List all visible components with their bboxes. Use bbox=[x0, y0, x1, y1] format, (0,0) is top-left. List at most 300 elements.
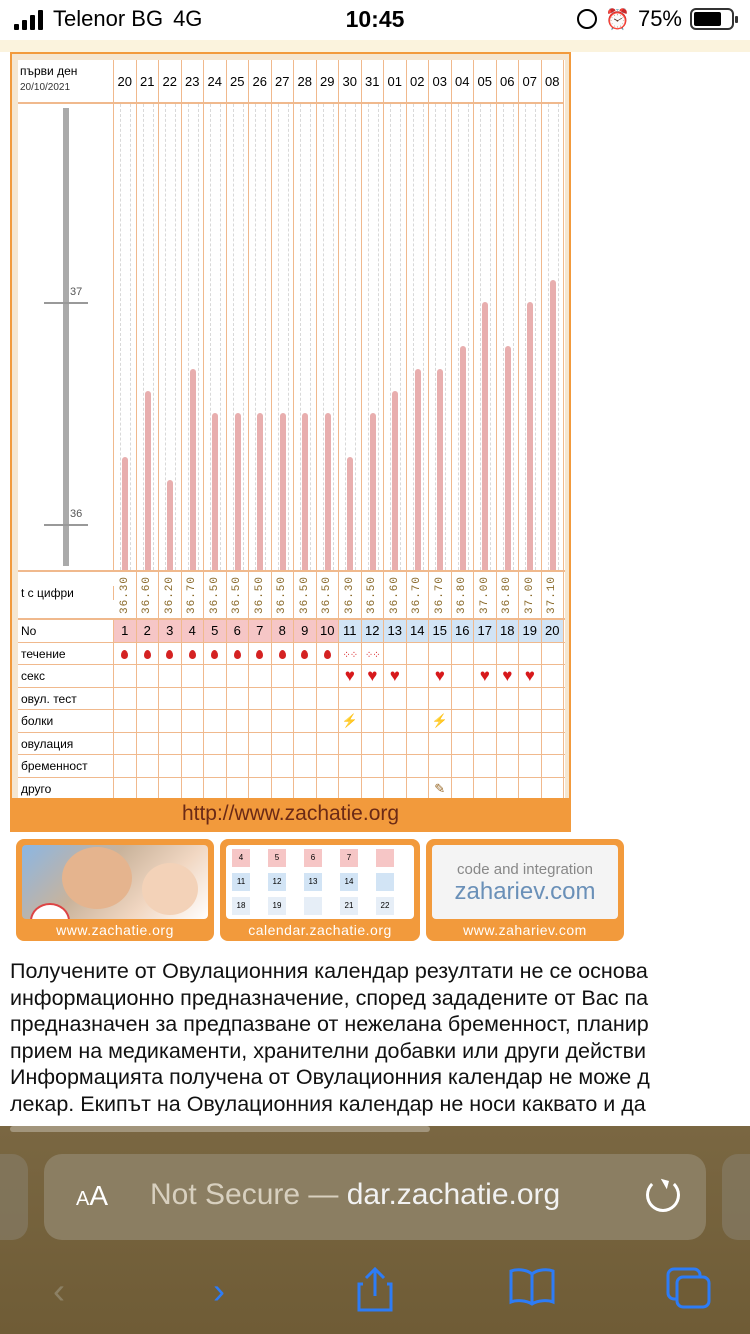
scale-tick-37 bbox=[44, 302, 88, 304]
banner-zahariev[interactable] bbox=[426, 839, 624, 941]
day-cell[interactable] bbox=[272, 733, 295, 755]
day-cell[interactable] bbox=[159, 710, 182, 732]
url-text[interactable] bbox=[150, 1178, 560, 1212]
day-cell[interactable] bbox=[227, 643, 250, 665]
day-cell[interactable] bbox=[339, 755, 362, 777]
grid-line bbox=[435, 104, 436, 570]
day-cell[interactable] bbox=[204, 778, 227, 800]
grid-line bbox=[423, 104, 424, 570]
grid-line bbox=[490, 104, 491, 570]
day-cell[interactable] bbox=[249, 710, 272, 732]
day-cell[interactable] bbox=[519, 778, 542, 800]
day-cell[interactable] bbox=[204, 688, 227, 710]
day-cell[interactable] bbox=[204, 710, 227, 732]
day-cell[interactable] bbox=[272, 643, 295, 665]
banner-calendar-label: calendar.zachatie.org bbox=[248, 922, 392, 938]
day-cell[interactable] bbox=[542, 665, 565, 687]
day-cell[interactable] bbox=[114, 778, 137, 800]
grid-line bbox=[198, 104, 199, 570]
day-cell[interactable]: 2 bbox=[137, 620, 160, 642]
day-cell[interactable] bbox=[474, 710, 497, 732]
heart-icon: ♥ bbox=[389, 666, 400, 685]
day-cell[interactable] bbox=[317, 688, 340, 710]
day-cell[interactable] bbox=[407, 688, 430, 710]
day-cell[interactable] bbox=[339, 710, 362, 732]
mini-calendar-cell: 22 bbox=[376, 897, 394, 915]
day-cell[interactable] bbox=[227, 710, 250, 732]
day-cell[interactable]: 3 bbox=[159, 620, 182, 642]
baby-photo bbox=[142, 863, 198, 915]
heart-icon: ♥ bbox=[344, 666, 355, 685]
bleeding-drop-icon bbox=[324, 650, 331, 659]
day-cell[interactable] bbox=[159, 778, 182, 800]
grid-line bbox=[480, 104, 481, 570]
day-cell[interactable] bbox=[137, 643, 160, 665]
day-cell[interactable] bbox=[137, 688, 160, 710]
day-cell[interactable] bbox=[317, 710, 340, 732]
day-cell[interactable] bbox=[137, 755, 160, 777]
grid-line bbox=[165, 104, 166, 570]
day-header: 31 bbox=[362, 60, 385, 104]
day-cell[interactable] bbox=[452, 688, 475, 710]
day-cell[interactable] bbox=[452, 755, 475, 777]
day-cell[interactable] bbox=[249, 643, 272, 665]
day-cell[interactable] bbox=[519, 755, 542, 777]
day-header: 28 bbox=[294, 60, 317, 104]
chart-column bbox=[384, 104, 407, 570]
zachatie-logo-icon bbox=[30, 903, 70, 919]
temperature-value bbox=[137, 572, 160, 618]
day-cell[interactable] bbox=[519, 665, 542, 687]
chart-column bbox=[429, 104, 452, 570]
mini-calendar-cell: 11 bbox=[232, 873, 250, 891]
day-cell[interactable] bbox=[497, 665, 520, 687]
day-cell[interactable] bbox=[339, 688, 362, 710]
day-cell[interactable] bbox=[182, 755, 205, 777]
symptom-row bbox=[18, 643, 565, 666]
grid-line bbox=[503, 104, 504, 570]
day-cell[interactable] bbox=[362, 643, 385, 665]
grid-line bbox=[265, 104, 266, 570]
mini-calendar-cell bbox=[376, 873, 394, 891]
thermometer-tube bbox=[63, 108, 69, 566]
day-cell[interactable] bbox=[429, 755, 452, 777]
disclaimer-line: Информацията получена от Овулационния календар не може д bbox=[10, 1065, 650, 1089]
day-cell[interactable] bbox=[519, 643, 542, 665]
orientation-lock-icon bbox=[577, 9, 597, 29]
grid-line bbox=[333, 104, 334, 570]
day-cell[interactable]: 6 bbox=[227, 620, 250, 642]
day-cell[interactable] bbox=[272, 688, 295, 710]
day-cell[interactable]: 17 bbox=[474, 620, 497, 642]
day-cell[interactable]: 1 bbox=[114, 620, 137, 642]
day-cell[interactable]: 8 bbox=[272, 620, 295, 642]
day-cell[interactable] bbox=[407, 733, 430, 755]
temperature-value bbox=[272, 572, 295, 618]
day-cell[interactable] bbox=[182, 665, 205, 687]
grid-line bbox=[400, 104, 401, 570]
heart-icon: ♥ bbox=[434, 666, 445, 685]
day-cell[interactable] bbox=[452, 665, 475, 687]
day-cell[interactable] bbox=[272, 755, 295, 777]
temperature-text: 36.60 bbox=[141, 575, 154, 615]
day-cell[interactable] bbox=[519, 688, 542, 710]
disclaimer-paragraph bbox=[10, 958, 750, 1117]
day-cell[interactable] bbox=[317, 643, 340, 665]
row-label: секс bbox=[18, 665, 114, 687]
heart-icon: ♥ bbox=[367, 666, 378, 685]
day-cell[interactable] bbox=[362, 688, 385, 710]
day-cell[interactable] bbox=[114, 755, 137, 777]
day-header: 26 bbox=[249, 60, 272, 104]
day-cell[interactable] bbox=[317, 665, 340, 687]
symptom-row bbox=[18, 665, 565, 688]
day-cell[interactable] bbox=[452, 733, 475, 755]
day-cell[interactable] bbox=[542, 688, 565, 710]
day-cell[interactable] bbox=[182, 778, 205, 800]
day-cell[interactable] bbox=[474, 688, 497, 710]
day-cell[interactable] bbox=[339, 733, 362, 755]
day-cell[interactable]: 13 bbox=[384, 620, 407, 642]
scale-tick-36 bbox=[44, 524, 88, 526]
day-cell[interactable]: 18 bbox=[497, 620, 520, 642]
day-cell[interactable] bbox=[317, 778, 340, 800]
grid-line bbox=[233, 104, 234, 570]
temperature-text: 37.00 bbox=[523, 575, 536, 615]
grid-line bbox=[143, 104, 144, 570]
day-cell[interactable] bbox=[474, 665, 497, 687]
mini-calendar-cell: 5 bbox=[268, 849, 286, 867]
day-cell[interactable] bbox=[519, 710, 542, 732]
forward-icon[interactable]: › bbox=[213, 1270, 225, 1311]
chart-column bbox=[474, 104, 497, 570]
network-type: 4G bbox=[173, 6, 203, 31]
temperature-text: 36.60 bbox=[388, 575, 401, 615]
day-header: 08 bbox=[542, 60, 565, 104]
day-cell[interactable]: 15 bbox=[429, 620, 452, 642]
day-cell[interactable] bbox=[204, 733, 227, 755]
day-cell[interactable] bbox=[317, 733, 340, 755]
temperature-text: 36.50 bbox=[366, 575, 379, 615]
pain-bolt-icon: ⚡ bbox=[341, 713, 358, 728]
temperature-value bbox=[519, 572, 542, 618]
day-cell[interactable] bbox=[407, 778, 430, 800]
day-cell[interactable] bbox=[317, 755, 340, 777]
day-cell[interactable]: 10 bbox=[317, 620, 340, 642]
day-cell[interactable] bbox=[429, 778, 452, 800]
day-cell[interactable] bbox=[114, 733, 137, 755]
bleeding-drop-icon bbox=[144, 650, 151, 659]
status-right bbox=[577, 6, 734, 32]
day-cell[interactable]: 7 bbox=[249, 620, 272, 642]
day-cell[interactable] bbox=[182, 733, 205, 755]
day-cell[interactable] bbox=[384, 710, 407, 732]
symptom-row bbox=[18, 733, 565, 756]
day-cell[interactable] bbox=[294, 665, 317, 687]
day-cell[interactable] bbox=[204, 643, 227, 665]
day-cell[interactable] bbox=[137, 733, 160, 755]
disclaimer-line: предназначен за предпазване от нежелана бременност, планир bbox=[10, 1012, 649, 1036]
clock: 10:45 bbox=[345, 6, 405, 32]
day-cell[interactable] bbox=[227, 733, 250, 755]
bleeding-drop-icon bbox=[234, 650, 241, 659]
day-header: 20 bbox=[114, 60, 137, 104]
day-cell[interactable] bbox=[407, 643, 430, 665]
day-cell[interactable] bbox=[362, 755, 385, 777]
day-cell[interactable]: 14 bbox=[407, 620, 430, 642]
status-bar bbox=[0, 0, 750, 40]
temperature-value bbox=[317, 572, 340, 618]
day-cell[interactable] bbox=[227, 755, 250, 777]
day-header: 07 bbox=[519, 60, 542, 104]
spotting-icon: ⁘⁘ bbox=[342, 649, 358, 661]
temperature-bar bbox=[190, 369, 196, 570]
day-cell[interactable]: 4 bbox=[182, 620, 205, 642]
disclaimer-line: Получените от Овулационния календар резултати не се основа bbox=[10, 959, 648, 983]
day-cell[interactable] bbox=[159, 643, 182, 665]
day-cell[interactable] bbox=[542, 710, 565, 732]
day-cell[interactable] bbox=[384, 778, 407, 800]
temperature-text: 36.30 bbox=[118, 575, 131, 615]
temperature-text: 36.50 bbox=[208, 575, 221, 615]
day-cell[interactable] bbox=[384, 665, 407, 687]
temperature-text: 36.50 bbox=[321, 575, 334, 615]
day-cell[interactable] bbox=[182, 688, 205, 710]
alarm-icon: ⏰ bbox=[605, 8, 630, 31]
day-cell[interactable] bbox=[249, 688, 272, 710]
day-cell[interactable]: 5 bbox=[204, 620, 227, 642]
day-cell[interactable] bbox=[474, 778, 497, 800]
grid-line bbox=[368, 104, 369, 570]
day-cell[interactable] bbox=[294, 778, 317, 800]
grid-line bbox=[445, 104, 446, 570]
grid-line bbox=[153, 104, 154, 570]
day-cell[interactable] bbox=[497, 778, 520, 800]
day-cell[interactable] bbox=[114, 643, 137, 665]
day-cell[interactable] bbox=[159, 733, 182, 755]
day-cell[interactable] bbox=[339, 778, 362, 800]
day-cell[interactable] bbox=[227, 665, 250, 687]
browser-toolbar bbox=[0, 1126, 750, 1334]
mini-calendar-cell: 18 bbox=[232, 897, 250, 915]
day-cell[interactable] bbox=[204, 755, 227, 777]
temperature-text: 36.50 bbox=[231, 575, 244, 615]
day-cell[interactable] bbox=[114, 710, 137, 732]
day-cell[interactable] bbox=[227, 778, 250, 800]
pain-bolt-icon: ⚡ bbox=[431, 713, 448, 728]
temperature-bar bbox=[392, 391, 398, 570]
grid-line bbox=[120, 104, 121, 570]
day-cell[interactable] bbox=[182, 710, 205, 732]
reload-icon[interactable] bbox=[646, 1178, 680, 1212]
reader-settings-button[interactable]: AA bbox=[76, 1180, 109, 1211]
grid-line bbox=[535, 104, 536, 570]
temperature-bar bbox=[482, 302, 488, 570]
day-cell[interactable] bbox=[137, 665, 160, 687]
temperature-text: 36.70 bbox=[411, 575, 424, 615]
grid-line bbox=[220, 104, 221, 570]
day-cell[interactable] bbox=[137, 710, 160, 732]
day-cell[interactable] bbox=[182, 643, 205, 665]
heart-icon: ♥ bbox=[479, 666, 490, 685]
day-cell[interactable] bbox=[159, 755, 182, 777]
grid-line bbox=[175, 104, 176, 570]
day-header: 21 bbox=[137, 60, 160, 104]
chart-column bbox=[452, 104, 475, 570]
day-cell[interactable] bbox=[429, 733, 452, 755]
banner-zachatie-image bbox=[22, 845, 208, 919]
day-cell[interactable] bbox=[497, 755, 520, 777]
day-cell[interactable]: 19 bbox=[519, 620, 542, 642]
day-cell[interactable] bbox=[474, 733, 497, 755]
day-cell[interactable] bbox=[497, 643, 520, 665]
grid-line bbox=[468, 104, 469, 570]
day-cell[interactable] bbox=[497, 710, 520, 732]
temperature-text: 36.50 bbox=[253, 575, 266, 615]
disclaimer-line: информационно предназначение, според зададените от Вас па bbox=[10, 985, 649, 1010]
day-cell[interactable] bbox=[294, 688, 317, 710]
heart-icon: ♥ bbox=[502, 666, 513, 685]
temperature-text: 36.70 bbox=[433, 575, 446, 615]
day-cell[interactable]: 9 bbox=[294, 620, 317, 642]
zachatie-link[interactable]: http://www.zachatie.org bbox=[12, 798, 569, 830]
day-cell[interactable] bbox=[272, 710, 295, 732]
banner-calendar[interactable] bbox=[220, 839, 420, 941]
day-cell[interactable] bbox=[159, 688, 182, 710]
symptom-row bbox=[18, 778, 565, 801]
day-cell[interactable] bbox=[384, 733, 407, 755]
day-cell[interactable] bbox=[159, 665, 182, 687]
grid-line bbox=[513, 104, 514, 570]
row-label: течение bbox=[18, 643, 114, 665]
chart-column bbox=[272, 104, 295, 570]
day-cell[interactable] bbox=[204, 665, 227, 687]
day-cell[interactable] bbox=[429, 643, 452, 665]
temperature-text: 37.00 bbox=[478, 575, 491, 615]
bookmarks-icon[interactable] bbox=[507, 1266, 557, 1316]
day-cell[interactable] bbox=[137, 778, 160, 800]
day-cell[interactable] bbox=[407, 710, 430, 732]
day-cell[interactable] bbox=[294, 643, 317, 665]
day-cell[interactable] bbox=[249, 755, 272, 777]
day-cell[interactable]: 20 bbox=[542, 620, 565, 642]
day-header: 05 bbox=[474, 60, 497, 104]
temperature-value bbox=[227, 572, 250, 618]
grid-line bbox=[548, 104, 549, 570]
grid-line bbox=[255, 104, 256, 570]
day-cell[interactable] bbox=[542, 778, 565, 800]
day-cell[interactable] bbox=[294, 733, 317, 755]
temperature-bar bbox=[145, 391, 151, 570]
share-icon[interactable] bbox=[350, 1266, 400, 1316]
day-cell[interactable] bbox=[339, 665, 362, 687]
banner-calendar-image bbox=[226, 845, 414, 919]
day-cell[interactable] bbox=[519, 733, 542, 755]
not-secure-label: Not Secure — bbox=[150, 1178, 347, 1211]
day-cell[interactable] bbox=[339, 643, 362, 665]
day-cell[interactable] bbox=[407, 755, 430, 777]
day-cell[interactable]: 11 bbox=[339, 620, 362, 642]
day-cell[interactable] bbox=[227, 688, 250, 710]
day-cell[interactable] bbox=[114, 688, 137, 710]
day-cell[interactable] bbox=[452, 778, 475, 800]
day-cell[interactable] bbox=[384, 688, 407, 710]
scroll-handle[interactable] bbox=[10, 1126, 430, 1132]
day-cell[interactable] bbox=[294, 710, 317, 732]
day-cell[interactable] bbox=[249, 733, 272, 755]
temperature-bar bbox=[122, 457, 128, 570]
back-icon[interactable]: ‹ bbox=[53, 1270, 65, 1311]
day-header: 24 bbox=[204, 60, 227, 104]
symptom-row bbox=[18, 688, 565, 711]
day-cell[interactable] bbox=[542, 755, 565, 777]
day-cell[interactable] bbox=[362, 710, 385, 732]
day-header: 27 bbox=[272, 60, 295, 104]
previous-tab-pill[interactable] bbox=[0, 1154, 28, 1240]
day-cell[interactable] bbox=[452, 643, 475, 665]
mini-calendar-cell: 12 bbox=[268, 873, 286, 891]
grid-line bbox=[243, 104, 244, 570]
day-cell[interactable] bbox=[272, 665, 295, 687]
temperature-value bbox=[384, 572, 407, 618]
mini-calendar-cell: 7 bbox=[340, 849, 358, 867]
first-day-cell bbox=[18, 60, 114, 104]
temperature-bar bbox=[437, 369, 443, 570]
grid-line bbox=[558, 104, 559, 570]
temperature-value bbox=[429, 572, 452, 618]
grid-line bbox=[413, 104, 414, 570]
spotting-icon: ⁘⁘ bbox=[364, 649, 380, 661]
day-cell[interactable] bbox=[249, 665, 272, 687]
next-tab-pill[interactable] bbox=[722, 1154, 750, 1240]
banner-zachatie[interactable] bbox=[16, 839, 214, 941]
page-top-strip bbox=[0, 40, 750, 52]
day-cell[interactable] bbox=[362, 733, 385, 755]
browser-nav bbox=[0, 1266, 750, 1316]
battery-percent: 75% bbox=[637, 6, 682, 31]
day-cell[interactable] bbox=[362, 778, 385, 800]
day-cell[interactable] bbox=[474, 755, 497, 777]
day-cell[interactable] bbox=[114, 665, 137, 687]
day-cell[interactable] bbox=[429, 665, 452, 687]
day-cell[interactable] bbox=[249, 778, 272, 800]
day-cell[interactable] bbox=[452, 710, 475, 732]
day-cell[interactable] bbox=[542, 733, 565, 755]
day-cell[interactable] bbox=[294, 755, 317, 777]
address-bar[interactable] bbox=[44, 1154, 706, 1240]
day-cell[interactable] bbox=[497, 688, 520, 710]
cycle-number-row bbox=[18, 620, 565, 643]
day-cell[interactable]: 16 bbox=[452, 620, 475, 642]
grid-line bbox=[210, 104, 211, 570]
disclaimer-line: лекар. Екипът на Овулационния календар не носи каквато и да bbox=[10, 1091, 646, 1116]
day-cell[interactable] bbox=[474, 643, 497, 665]
chart-column bbox=[339, 104, 362, 570]
row-label: No bbox=[18, 620, 114, 642]
day-cell[interactable] bbox=[384, 755, 407, 777]
day-cell[interactable] bbox=[429, 710, 452, 732]
day-cell[interactable]: 12 bbox=[362, 620, 385, 642]
day-cell[interactable] bbox=[542, 643, 565, 665]
day-cell[interactable] bbox=[407, 665, 430, 687]
tabs-icon[interactable] bbox=[664, 1266, 714, 1316]
day-cell[interactable] bbox=[497, 733, 520, 755]
day-cell[interactable] bbox=[272, 778, 295, 800]
day-cell[interactable] bbox=[384, 643, 407, 665]
grid-line bbox=[188, 104, 189, 570]
day-cell[interactable] bbox=[362, 665, 385, 687]
day-cell[interactable] bbox=[429, 688, 452, 710]
